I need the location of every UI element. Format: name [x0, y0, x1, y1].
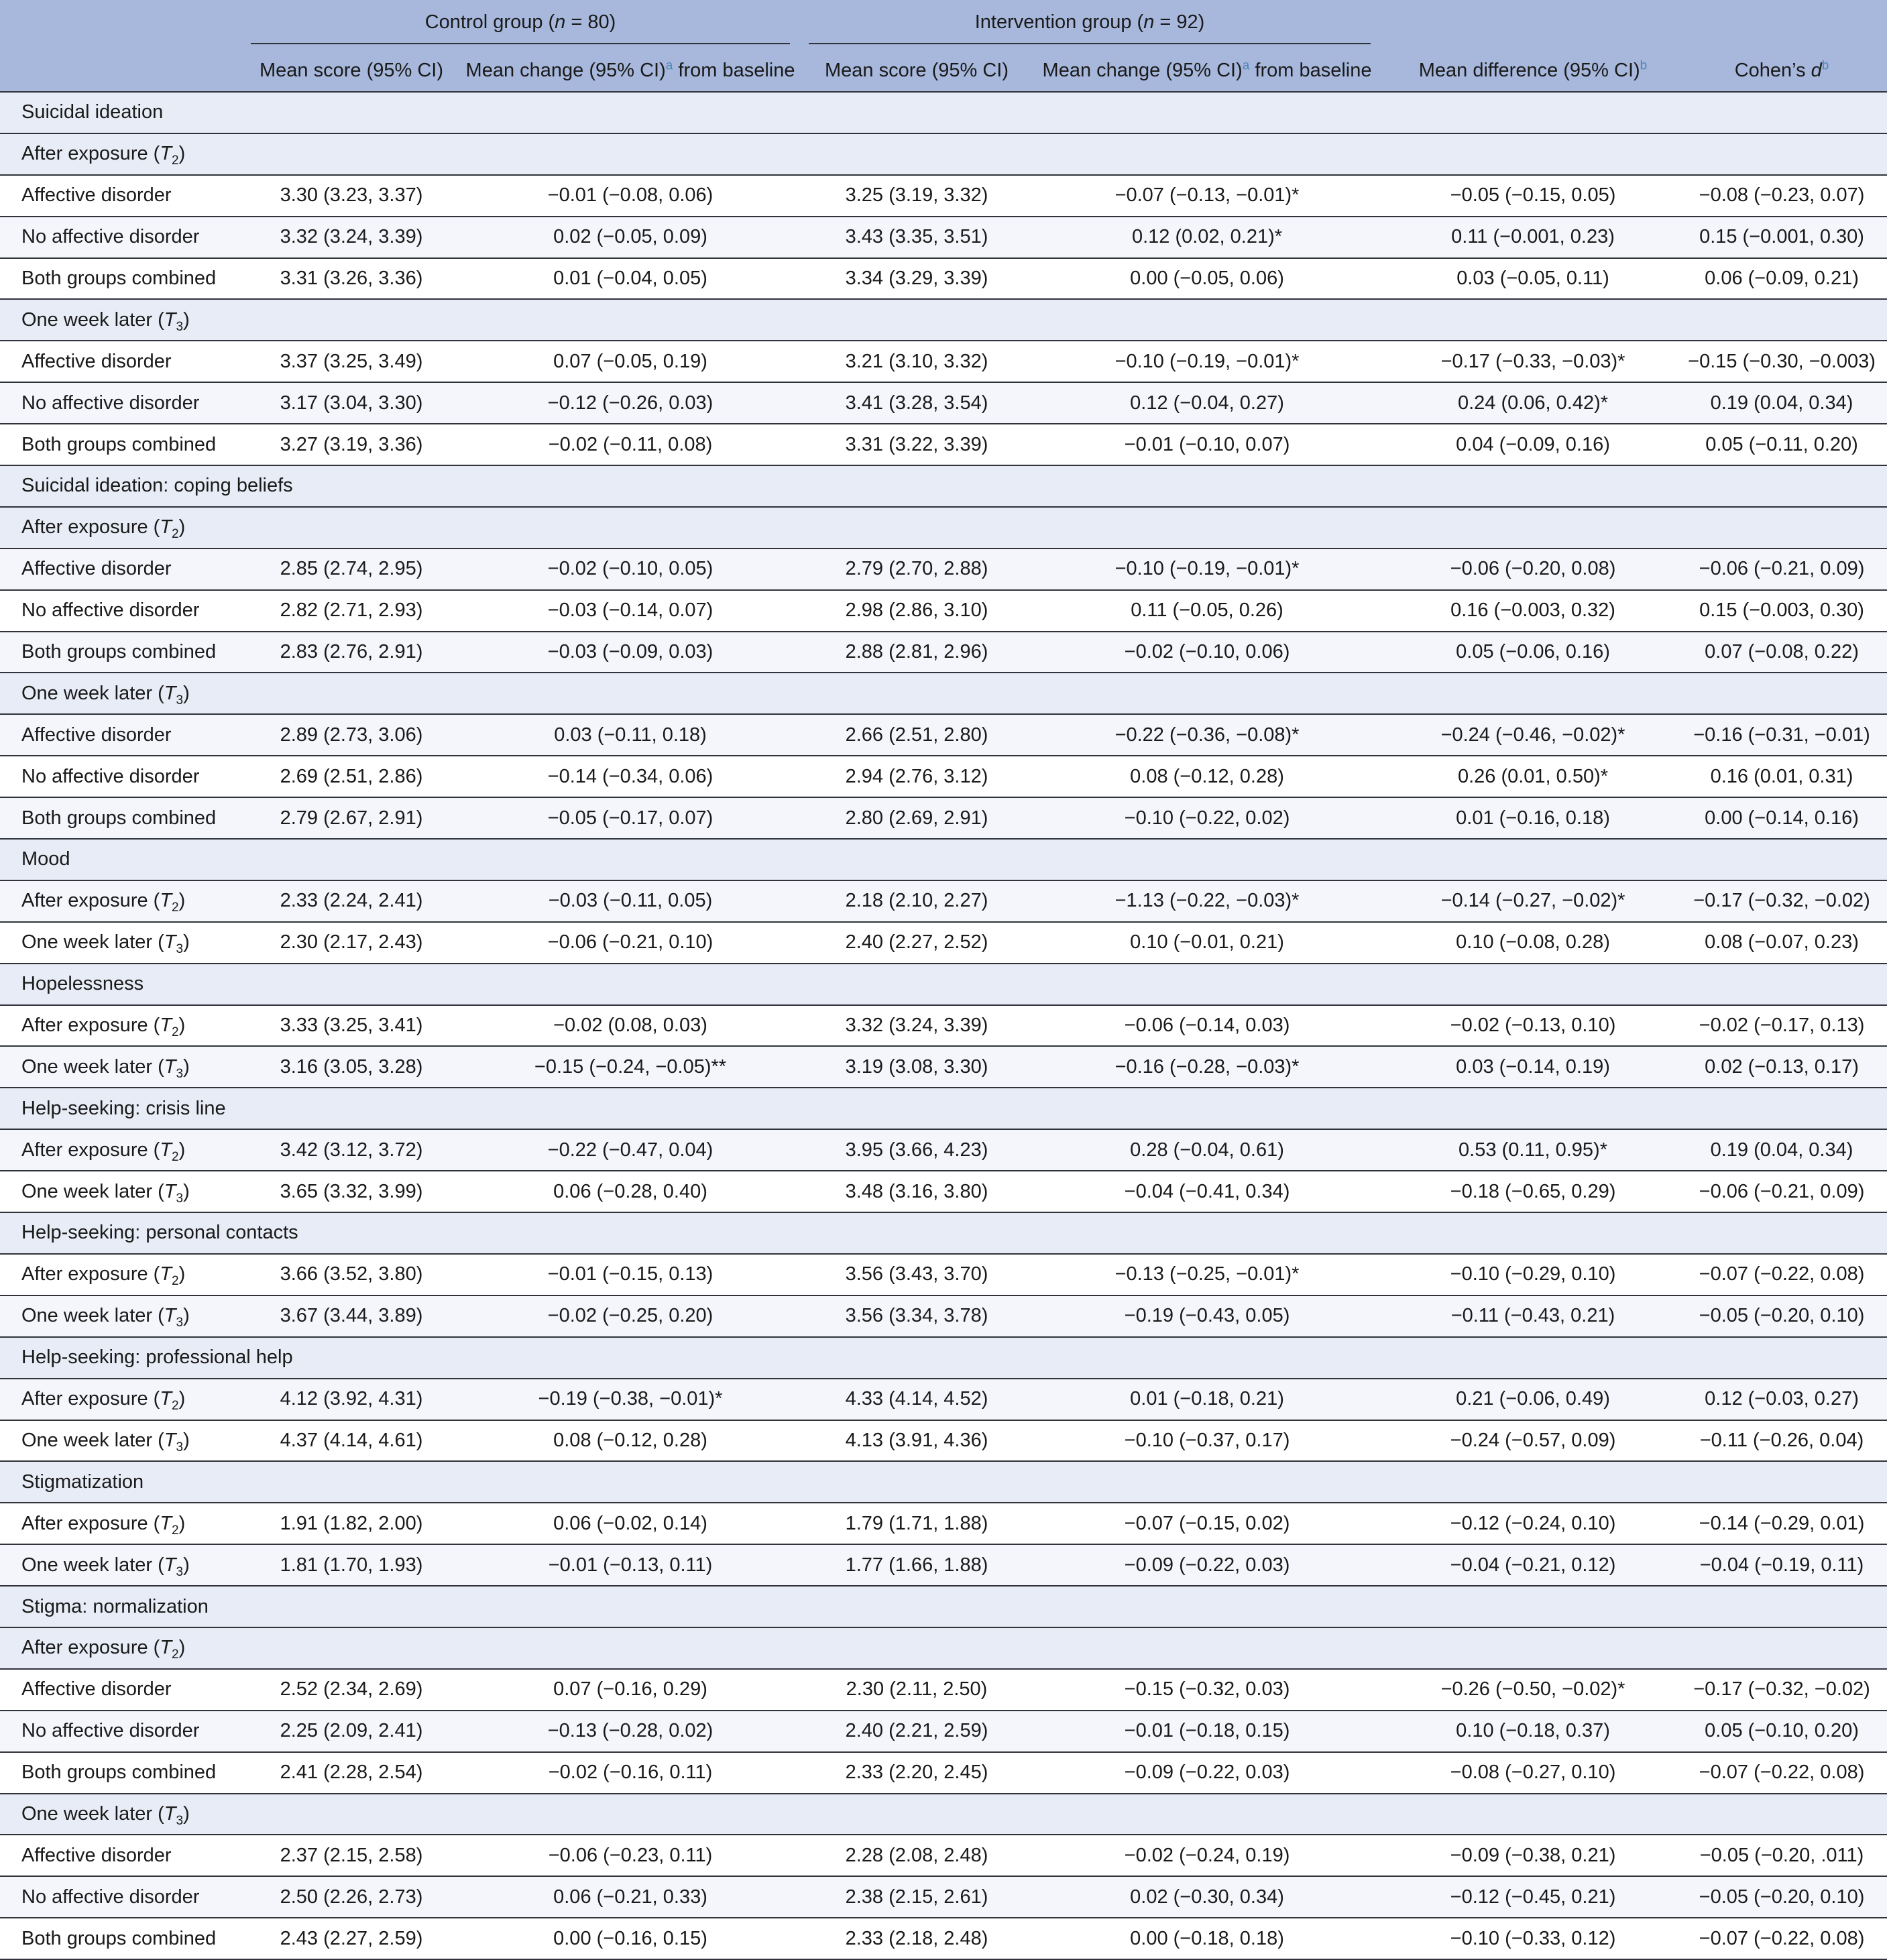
table-cell: −0.09 (−0.22, 0.03) [1025, 1544, 1389, 1586]
table-cell: 0.00 (−0.18, 0.18) [1025, 1918, 1389, 1959]
table-cell: −0.10 (−0.29, 0.10) [1389, 1254, 1676, 1295]
table-row [0, 382, 1887, 424]
table-cell: −0.01 (−0.15, 0.13) [452, 1254, 809, 1295]
table-cell: 3.31 (3.26, 3.36) [251, 258, 452, 300]
table-cell: 0.16 (0.01, 0.31) [1676, 756, 1887, 797]
section-row [0, 839, 1887, 880]
table-cell: 2.94 (2.76, 3.12) [809, 756, 1025, 797]
table-cell: 2.79 (2.67, 2.91) [251, 797, 452, 839]
table-cell: 2.52 (2.34, 2.69) [251, 1669, 452, 1711]
row-label: After exposure $(T_2)$ [0, 1129, 251, 1171]
table-cell: −0.17 (−0.32, −0.02) [1676, 880, 1887, 922]
table-cell: 2.28 (2.08, 2.48) [809, 1835, 1025, 1876]
subsection-label: After exposure $(T_2)$ [0, 1627, 1887, 1669]
table-cell: 3.31 (3.22, 3.39) [809, 424, 1025, 465]
header-blank [0, 0, 251, 50]
table-cell: −0.10 (−0.22, 0.02) [1025, 797, 1389, 839]
table-cell: 0.04 (−0.09, 0.16) [1389, 424, 1676, 465]
table-cell: 0.06 (−0.28, 0.40) [452, 1171, 809, 1212]
row-label: Affective disorder [0, 1669, 251, 1711]
table-cell: −0.10 (−0.33, 0.12) [1389, 1918, 1676, 1959]
row-label: Both groups combined [0, 632, 251, 673]
section-row [0, 964, 1887, 1005]
table-cell: 0.00 (−0.14, 0.16) [1676, 797, 1887, 839]
table-row [0, 217, 1887, 258]
column-header: Mean score (95% CI) [251, 50, 452, 92]
control-group-label: Control group (n = 80) [251, 6, 790, 44]
table-row [0, 1295, 1887, 1337]
subsection-label: One week later $(T_3)$ [0, 299, 1887, 341]
table-row [0, 1171, 1887, 1212]
header-blank-right-1 [1389, 0, 1676, 50]
table-cell: −0.06 (−0.21, 0.09) [1676, 1171, 1887, 1212]
table-cell: −0.06 (−0.14, 0.03) [1025, 1005, 1389, 1047]
table-cell: 0.12 (−0.04, 0.27) [1025, 382, 1389, 424]
table-cell: 0.05 (−0.10, 0.20) [1676, 1711, 1887, 1752]
table-cell: 3.67 (3.44, 3.89) [251, 1295, 452, 1337]
table-row [0, 714, 1887, 756]
table-row [0, 1544, 1887, 1586]
table-row [0, 1005, 1887, 1047]
table-cell: 0.19 (0.04, 0.34) [1676, 382, 1887, 424]
table-cell: 0.15 (−0.003, 0.30) [1676, 590, 1887, 632]
table-cell: 3.48 (3.16, 3.80) [809, 1171, 1025, 1212]
table-cell: −0.11 (−0.26, 0.04) [1676, 1420, 1887, 1462]
table-cell: 0.03 (−0.14, 0.19) [1389, 1046, 1676, 1088]
header-intervention-group [809, 0, 1389, 50]
table-row [0, 880, 1887, 922]
table-cell: 0.10 (−0.01, 0.21) [1025, 922, 1389, 964]
table-cell: 2.30 (2.11, 2.50) [809, 1669, 1025, 1711]
table-row [0, 1379, 1887, 1420]
subsection-label: After exposure $(T_2)$ [0, 507, 1887, 549]
row-label: One week later $(T_3)$ [0, 1544, 251, 1586]
subsection-row [0, 673, 1887, 714]
table-cell: 3.42 (3.12, 3.72) [251, 1129, 452, 1171]
table-cell: −0.19 (−0.38, −0.01)* [452, 1379, 809, 1420]
table-cell: −0.05 (−0.20, 0.10) [1676, 1295, 1887, 1337]
column-header [0, 50, 251, 92]
section-label: Hopelessness [0, 964, 1887, 1005]
table-row [0, 632, 1887, 673]
table-cell: 2.40 (2.21, 2.59) [809, 1711, 1025, 1752]
table-row [0, 1420, 1887, 1462]
table-cell: 0.00 (−0.16, 0.15) [452, 1918, 809, 1959]
table-cell: 0.07 (−0.05, 0.19) [452, 341, 809, 382]
table-cell: −0.07 (−0.15, 0.02) [1025, 1503, 1389, 1544]
row-label: After exposure $(T_2)$ [0, 1379, 251, 1420]
table-cell: −0.08 (−0.23, 0.07) [1676, 175, 1887, 217]
table-cell: 3.56 (3.34, 3.78) [809, 1295, 1025, 1337]
table-cell: 0.53 (0.11, 0.95)* [1389, 1129, 1676, 1171]
row-label: After exposure $(T_2)$ [0, 1254, 251, 1295]
table-cell: 3.30 (3.23, 3.37) [251, 175, 452, 217]
table-row [0, 1835, 1887, 1876]
table-cell: −0.19 (−0.43, 0.05) [1025, 1295, 1389, 1337]
table-cell: 3.19 (3.08, 3.30) [809, 1046, 1025, 1088]
table-cell: 0.11 (−0.001, 0.23) [1389, 217, 1676, 258]
row-label: Both groups combined [0, 424, 251, 465]
table-cell: −0.01 (−0.08, 0.06) [452, 175, 809, 217]
table-row [0, 1254, 1887, 1295]
table-cell: 0.08 (−0.12, 0.28) [452, 1420, 809, 1462]
table-cell: 3.95 (3.66, 4.23) [809, 1129, 1025, 1171]
subsection-row [0, 299, 1887, 341]
table-cell: −0.02 (−0.24, 0.19) [1025, 1835, 1389, 1876]
table-cell: −0.14 (−0.29, 0.01) [1676, 1503, 1887, 1544]
table-cell: 2.41 (2.28, 2.54) [251, 1752, 452, 1794]
table-cell: −0.11 (−0.43, 0.21) [1389, 1295, 1676, 1337]
table-cell: 2.88 (2.81, 2.96) [809, 632, 1025, 673]
section-row [0, 1212, 1887, 1254]
table-cell: −0.04 (−0.41, 0.34) [1025, 1171, 1389, 1212]
table-cell: 0.26 (0.01, 0.50)* [1389, 756, 1676, 797]
table-cell: −0.01 (−0.13, 0.11) [452, 1544, 809, 1586]
row-label: Both groups combined [0, 797, 251, 839]
table-cell: −0.07 (−0.22, 0.08) [1676, 1918, 1887, 1959]
table-cell: 0.01 (−0.04, 0.05) [452, 258, 809, 300]
header-blank-right-2 [1676, 0, 1887, 50]
row-label: One week later $(T_3)$ [0, 1171, 251, 1212]
table-row [0, 258, 1887, 300]
subsection-label: One week later $(T_3)$ [0, 1794, 1887, 1835]
table-cell: −0.05 (−0.20, 0.10) [1676, 1876, 1887, 1918]
table-cell: −0.01 (−0.18, 0.15) [1025, 1711, 1389, 1752]
table-cell: 0.06 (−0.21, 0.33) [452, 1876, 809, 1918]
table-cell: −0.09 (−0.38, 0.21) [1389, 1835, 1676, 1876]
section-row [0, 465, 1887, 507]
table-cell: 3.17 (3.04, 3.30) [251, 382, 452, 424]
table-row [0, 1876, 1887, 1918]
table-cell: −0.05 (−0.15, 0.05) [1389, 175, 1676, 217]
table-cell: −0.13 (−0.28, 0.02) [452, 1711, 809, 1752]
subsection-label: One week later $(T_3)$ [0, 673, 1887, 714]
column-header: Cohen’s $d^b$ [1676, 50, 1887, 92]
table-cell: 2.83 (2.76, 2.91) [251, 632, 452, 673]
table-cell: 0.15 (−0.001, 0.30) [1676, 217, 1887, 258]
table-cell: −0.02 (−0.17, 0.13) [1676, 1005, 1887, 1047]
table-cell: −0.10 (−0.37, 0.17) [1025, 1420, 1389, 1462]
row-label: No affective disorder [0, 382, 251, 424]
table-cell: −0.26 (−0.50, −0.02)* [1389, 1669, 1676, 1711]
table-cell: 3.16 (3.05, 3.28) [251, 1046, 452, 1088]
table-cell: −0.04 (−0.19, 0.11) [1676, 1544, 1887, 1586]
table-cell: 0.05 (−0.11, 0.20) [1676, 424, 1887, 465]
table-cell: −0.24 (−0.46, −0.02)* [1389, 714, 1676, 756]
table-row [0, 175, 1887, 217]
table-cell: 0.02 (−0.30, 0.34) [1025, 1876, 1389, 1918]
table-cell: −0.02 (−0.10, 0.05) [452, 549, 809, 590]
row-label: No affective disorder [0, 590, 251, 632]
section-label: Suicidal ideation [0, 92, 1887, 133]
table-cell: 3.33 (3.25, 3.41) [251, 1005, 452, 1047]
row-label: Both groups combined [0, 1752, 251, 1794]
table-cell: 0.01 (−0.16, 0.18) [1389, 797, 1676, 839]
row-label: Both groups combined [0, 258, 251, 300]
table-cell: 1.91 (1.82, 2.00) [251, 1503, 452, 1544]
table-cell: −0.06 (−0.21, 0.09) [1676, 549, 1887, 590]
table-cell: −0.08 (−0.27, 0.10) [1389, 1752, 1676, 1794]
table-cell: 1.81 (1.70, 1.93) [251, 1544, 452, 1586]
table-row [0, 1918, 1887, 1959]
table-cell: 3.43 (3.35, 3.51) [809, 217, 1025, 258]
row-label: Affective disorder [0, 549, 251, 590]
table-cell: −0.13 (−0.25, −0.01)* [1025, 1254, 1389, 1295]
table-cell: 2.33 (2.18, 2.48) [809, 1918, 1025, 1959]
table-cell: 2.79 (2.70, 2.88) [809, 549, 1025, 590]
table-cell: −0.10 (−0.19, −0.01)* [1025, 549, 1389, 590]
table-row [0, 1752, 1887, 1794]
table-cell: −0.06 (−0.21, 0.10) [452, 922, 809, 964]
table-cell: 0.06 (−0.02, 0.14) [452, 1503, 809, 1544]
row-label: One week later $(T_3)$ [0, 1046, 251, 1088]
section-row [0, 1461, 1887, 1503]
row-label: One week later $(T_3)$ [0, 1295, 251, 1337]
table-cell: 2.69 (2.51, 2.86) [251, 756, 452, 797]
table-cell: 3.25 (3.19, 3.32) [809, 175, 1025, 217]
column-header: Mean score (95% CI) [809, 50, 1025, 92]
table-cell: 0.16 (−0.003, 0.32) [1389, 590, 1676, 632]
section-row [0, 1088, 1887, 1129]
row-label: One week later $(T_3)$ [0, 1420, 251, 1462]
table-row [0, 1669, 1887, 1711]
table-cell: 0.11 (−0.05, 0.26) [1025, 590, 1389, 632]
section-label: Stigmatization [0, 1461, 1887, 1503]
table-cell: 2.85 (2.74, 2.95) [251, 549, 452, 590]
table-row [0, 797, 1887, 839]
table-cell: 0.05 (−0.06, 0.16) [1389, 632, 1676, 673]
table-cell: −0.12 (−0.45, 0.21) [1389, 1876, 1676, 1918]
section-label: Help-seeking: crisis line [0, 1088, 1887, 1129]
table-cell: 2.82 (2.71, 2.93) [251, 590, 452, 632]
table-cell: 0.08 (−0.07, 0.23) [1676, 922, 1887, 964]
table-row [0, 1711, 1887, 1752]
table-row [0, 756, 1887, 797]
table-cell: 3.56 (3.43, 3.70) [809, 1254, 1025, 1295]
section-row [0, 1586, 1887, 1627]
row-label: Affective disorder [0, 1835, 251, 1876]
table-row [0, 549, 1887, 590]
table-row [0, 1046, 1887, 1088]
table-cell: −0.01 (−0.10, 0.07) [1025, 424, 1389, 465]
table-cell: 4.12 (3.92, 4.31) [251, 1379, 452, 1420]
table-cell: 0.12 (−0.03, 0.27) [1676, 1379, 1887, 1420]
row-label: Both groups combined [0, 1918, 251, 1959]
table-cell: 2.33 (2.20, 2.45) [809, 1752, 1025, 1794]
table-cell: −0.02 (−0.13, 0.10) [1389, 1005, 1676, 1047]
table-cell: 2.38 (2.15, 2.61) [809, 1876, 1025, 1918]
table-cell: −0.02 (0.08, 0.03) [452, 1005, 809, 1047]
row-label: No affective disorder [0, 1711, 251, 1752]
table-cell: 3.37 (3.25, 3.49) [251, 341, 452, 382]
table-cell: −0.02 (−0.10, 0.06) [1025, 632, 1389, 673]
table-cell: −0.06 (−0.20, 0.08) [1389, 549, 1676, 590]
table-cell: 0.10 (−0.08, 0.28) [1389, 922, 1676, 964]
table-cell: 2.80 (2.69, 2.91) [809, 797, 1025, 839]
table-cell: 2.50 (2.26, 2.73) [251, 1876, 452, 1918]
table-row [0, 424, 1887, 465]
table-cell: 4.37 (4.14, 4.61) [251, 1420, 452, 1462]
table-row [0, 590, 1887, 632]
table-cell: −0.07 (−0.13, −0.01)* [1025, 175, 1389, 217]
table-cell: 2.30 (2.17, 2.43) [251, 922, 452, 964]
table-cell: 0.07 (−0.16, 0.29) [452, 1669, 809, 1711]
table-cell: 2.18 (2.10, 2.27) [809, 880, 1025, 922]
section-row [0, 92, 1887, 133]
table-cell: 0.01 (−0.18, 0.21) [1025, 1379, 1389, 1420]
subsection-row [0, 1627, 1887, 1669]
intervention-group-label: Intervention group (n = 92) [809, 6, 1371, 44]
table-cell: −0.03 (−0.11, 0.05) [452, 880, 809, 922]
section-label: Help-seeking: personal contacts [0, 1212, 1887, 1254]
table-cell: 0.28 (−0.04, 0.61) [1025, 1129, 1389, 1171]
table-cell: 2.89 (2.73, 3.06) [251, 714, 452, 756]
table-cell: 3.34 (3.29, 3.39) [809, 258, 1025, 300]
table-cell: 3.66 (3.52, 3.80) [251, 1254, 452, 1295]
table-cell: 0.19 (0.04, 0.34) [1676, 1129, 1887, 1171]
subsection-label: After exposure $(T_2)$ [0, 133, 1887, 175]
table-cell: 3.32 (3.24, 3.39) [251, 217, 452, 258]
table-cell: −0.02 (−0.16, 0.11) [452, 1752, 809, 1794]
table-header [0, 0, 1887, 92]
table-cell: −0.07 (−0.22, 0.08) [1676, 1254, 1887, 1295]
table-cell: −0.16 (−0.31, −0.01) [1676, 714, 1887, 756]
table-cell: 2.98 (2.86, 3.10) [809, 590, 1025, 632]
table-cell: −0.10 (−0.19, −0.01)* [1025, 341, 1389, 382]
section-label: Stigma: normalization [0, 1586, 1887, 1627]
table-cell: −0.14 (−0.27, −0.02)* [1389, 880, 1676, 922]
table-cell: 0.03 (−0.11, 0.18) [452, 714, 809, 756]
table-cell: −0.16 (−0.28, −0.03)* [1025, 1046, 1389, 1088]
row-label: Affective disorder [0, 714, 251, 756]
table-cell: −0.09 (−0.22, 0.03) [1025, 1752, 1389, 1794]
column-header: Mean difference (95% CI)$^b$ [1389, 50, 1676, 92]
column-header: Mean change (95% CI)$^a$ from baseline [1025, 50, 1389, 92]
row-label: One week later $(T_3)$ [0, 922, 251, 964]
table-cell: 0.24 (0.06, 0.42)* [1389, 382, 1676, 424]
table-cell: 1.77 (1.66, 1.88) [809, 1544, 1025, 1586]
table-cell: −0.03 (−0.09, 0.03) [452, 632, 809, 673]
table-row [0, 922, 1887, 964]
table-cell: 0.03 (−0.05, 0.11) [1389, 258, 1676, 300]
table-cell: −0.05 (−0.20, .011) [1676, 1835, 1887, 1876]
table-row [0, 341, 1887, 382]
table-cell: −0.18 (−0.65, 0.29) [1389, 1171, 1676, 1212]
table-cell: −0.22 (−0.36, −0.08)* [1025, 714, 1389, 756]
column-header: Mean change (95% CI)$^a$ from baseline [452, 50, 809, 92]
table-cell: 2.43 (2.27, 2.59) [251, 1918, 452, 1959]
table-cell: 2.33 (2.24, 2.41) [251, 880, 452, 922]
table-cell: −0.14 (−0.34, 0.06) [452, 756, 809, 797]
row-label: No affective disorder [0, 756, 251, 797]
table-cell: −0.06 (−0.23, 0.11) [452, 1835, 809, 1876]
table-cell: 0.00 (−0.05, 0.06) [1025, 258, 1389, 300]
table-cell: 0.07 (−0.08, 0.22) [1676, 632, 1887, 673]
table-cell: 1.79 (1.71, 1.88) [809, 1503, 1025, 1544]
subsection-row [0, 1794, 1887, 1835]
table-cell: 0.02 (−0.05, 0.09) [452, 217, 809, 258]
section-label: Mood [0, 839, 1887, 880]
row-label: No affective disorder [0, 217, 251, 258]
table-cell: 3.41 (3.28, 3.54) [809, 382, 1025, 424]
section-label: Suicidal ideation: coping beliefs [0, 465, 1887, 507]
header-control-group [251, 0, 809, 50]
table-cell: −0.07 (−0.22, 0.08) [1676, 1752, 1887, 1794]
table-cell: −0.15 (−0.32, 0.03) [1025, 1669, 1389, 1711]
table-cell: −0.12 (−0.26, 0.03) [452, 382, 809, 424]
table-cell: 2.37 (2.15, 2.58) [251, 1835, 452, 1876]
table-cell: 0.02 (−0.13, 0.17) [1676, 1046, 1887, 1088]
row-label: No affective disorder [0, 1876, 251, 1918]
subsection-row [0, 507, 1887, 549]
table-cell: −0.17 (−0.32, −0.02) [1676, 1669, 1887, 1711]
table-cell: 2.66 (2.51, 2.80) [809, 714, 1025, 756]
table-body [0, 92, 1887, 1959]
table-cell: 4.33 (4.14, 4.52) [809, 1379, 1025, 1420]
table-cell: −0.02 (−0.25, 0.20) [452, 1295, 809, 1337]
row-label: After exposure $(T_2)$ [0, 1005, 251, 1047]
table-cell: 0.21 (−0.06, 0.49) [1389, 1379, 1676, 1420]
table-cell: −0.02 (−0.11, 0.08) [452, 424, 809, 465]
table-row [0, 1129, 1887, 1171]
table-cell: 4.13 (3.91, 4.36) [809, 1420, 1025, 1462]
row-label: Affective disorder [0, 175, 251, 217]
table-cell: 0.06 (−0.09, 0.21) [1676, 258, 1887, 300]
table-cell: 3.65 (3.32, 3.99) [251, 1171, 452, 1212]
table-cell: −0.17 (−0.33, −0.03)* [1389, 341, 1676, 382]
table-cell: 2.40 (2.27, 2.52) [809, 922, 1025, 964]
row-label: After exposure $(T_2)$ [0, 1503, 251, 1544]
table-cell: 0.12 (0.02, 0.21)* [1025, 217, 1389, 258]
table-cell: 2.25 (2.09, 2.41) [251, 1711, 452, 1752]
table-cell: −0.04 (−0.21, 0.12) [1389, 1544, 1676, 1586]
subsection-row [0, 133, 1887, 175]
table-cell: −0.15 (−0.30, −0.003) [1676, 341, 1887, 382]
table-cell: −0.22 (−0.47, 0.04) [452, 1129, 809, 1171]
table-cell: 3.32 (3.24, 3.39) [809, 1005, 1025, 1047]
table-cell: 0.08 (−0.12, 0.28) [1025, 756, 1389, 797]
table-cell: −0.12 (−0.24, 0.10) [1389, 1503, 1676, 1544]
section-row [0, 1337, 1887, 1379]
table-cell: 3.21 (3.10, 3.32) [809, 341, 1025, 382]
table-cell: −0.05 (−0.17, 0.07) [452, 797, 809, 839]
row-label: Affective disorder [0, 341, 251, 382]
table-row [0, 1503, 1887, 1544]
row-label: After exposure $(T_2)$ [0, 880, 251, 922]
table-cell: 3.27 (3.19, 3.36) [251, 424, 452, 465]
table-cell: −0.15 (−0.24, −0.05)** [452, 1046, 809, 1088]
section-label: Help-seeking: professional help [0, 1337, 1887, 1379]
table-cell: −0.24 (−0.57, 0.09) [1389, 1420, 1676, 1462]
table-cell: −0.03 (−0.14, 0.07) [452, 590, 809, 632]
table-cell: −1.13 (−0.22, −0.03)* [1025, 880, 1389, 922]
table-cell: 0.10 (−0.18, 0.37) [1389, 1711, 1676, 1752]
